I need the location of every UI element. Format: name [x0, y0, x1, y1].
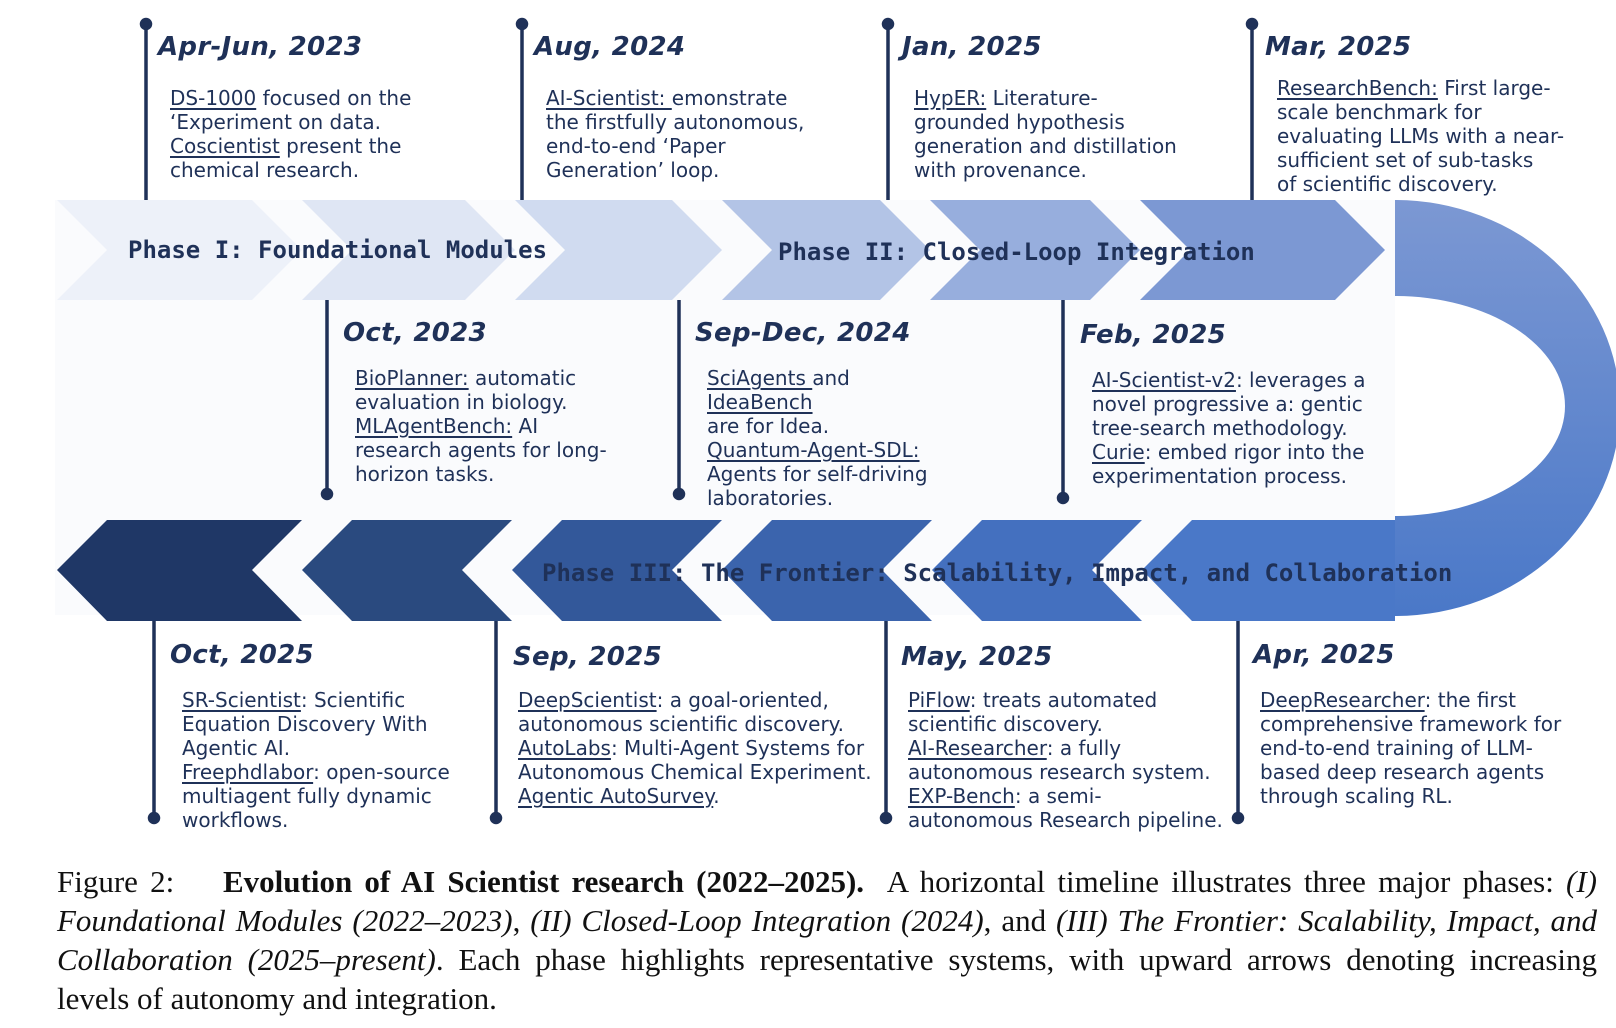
description-line	[1277, 124, 1564, 148]
description-text: automatic	[468, 366, 577, 390]
description-line	[914, 110, 1177, 134]
system-name-link: Quantum-Agent-SDL:	[707, 438, 920, 462]
description-text: Agents for self-driving	[707, 462, 928, 486]
caption-phase-3: (III) The Frontier: Scalability, Impact, and Collaboration (2025–present)	[57, 903, 1598, 977]
event-8-description	[182, 688, 450, 832]
system-name-link: DS-1000	[170, 86, 257, 110]
description-line	[355, 462, 607, 486]
description-line	[1277, 172, 1564, 196]
event-2-date: Aug, 2024	[534, 32, 686, 62]
description-text: grounded hypothesis	[914, 110, 1125, 134]
description-line	[170, 134, 411, 158]
description-line	[355, 366, 607, 390]
description-line	[355, 390, 607, 414]
description-text: end-to-end training of LLM-	[1260, 736, 1533, 760]
description-line	[1277, 148, 1564, 172]
description-line	[518, 784, 872, 808]
description-text: Literature-	[986, 86, 1098, 110]
description-text: : a semi-	[1014, 784, 1102, 808]
system-name-link: AutoLabs	[518, 736, 611, 760]
phase-2-label: Phase II: Closed-Loop Integration	[778, 238, 1255, 266]
event-4-description	[1277, 76, 1564, 196]
description-text: Autonomous Chemical Experiment.	[518, 760, 872, 784]
caption-phase-2: (II) Closed-Loop Integration (2024)	[530, 903, 984, 938]
description-text: : a fully	[1046, 736, 1122, 760]
description-line	[1260, 760, 1561, 784]
event-11-description	[1260, 688, 1561, 808]
description-line	[707, 366, 928, 390]
system-name-link: PiFlow	[908, 688, 970, 712]
event-3-description	[914, 86, 1177, 182]
description-text: Generation’ loop.	[546, 158, 720, 182]
description-text: generation and distillation	[914, 134, 1177, 158]
description-line	[1092, 368, 1366, 392]
event-11-date: Apr, 2025	[1253, 640, 1395, 670]
description-text: AI	[512, 414, 539, 438]
system-name-link: MLAgentBench:	[355, 414, 513, 438]
description-text: laboratories.	[707, 486, 834, 510]
description-text: : treats automated	[969, 688, 1158, 712]
event-4-date: Mar, 2025	[1265, 32, 1412, 62]
description-text: sufficient set of sub-tasks	[1277, 148, 1534, 172]
system-name-link: EXP-Bench	[908, 784, 1015, 808]
description-text: multiagent fully dynamic	[182, 784, 432, 808]
system-name-link: Coscientist	[170, 134, 280, 158]
description-text: scientific discovery.	[908, 712, 1103, 736]
description-line	[518, 736, 872, 760]
description-text: and	[812, 366, 850, 390]
description-text: horizon tasks.	[355, 462, 495, 486]
system-name-link: ResearchBench:	[1277, 76, 1438, 100]
description-line	[182, 808, 450, 832]
figure-caption	[57, 862, 1597, 1018]
description-text: ‘Experiment on data.	[170, 110, 381, 134]
description-text: : leverages a	[1235, 368, 1366, 392]
description-line	[908, 736, 1223, 760]
description-line	[1092, 440, 1366, 464]
description-line	[182, 736, 450, 760]
description-line	[355, 438, 607, 462]
system-name-link: DeepResearcher	[1260, 688, 1425, 712]
description-text: First large-	[1437, 76, 1551, 100]
event-8-date: Oct, 2025	[170, 640, 314, 670]
description-line	[914, 134, 1177, 158]
event-5-date: Oct, 2023	[343, 318, 487, 348]
event-10-description	[908, 688, 1223, 832]
event-1-description	[170, 86, 411, 182]
description-text: end-to-end ‘Paper	[546, 134, 726, 158]
system-name-link: SciAgents	[707, 366, 813, 390]
description-line	[1260, 784, 1561, 808]
description-line	[707, 438, 928, 462]
description-line	[355, 414, 607, 438]
description-line	[707, 486, 928, 510]
description-line	[1092, 392, 1366, 416]
caption-text-1: A horizontal timeline illustrates three major phases:	[886, 864, 1554, 899]
description-text: novel progressive a: gentic	[1092, 392, 1363, 416]
event-2-description	[546, 86, 804, 182]
uturn-arc	[1395, 200, 1616, 616]
description-line	[1260, 688, 1561, 712]
description-line	[1260, 712, 1561, 736]
description-line	[914, 86, 1177, 110]
description-text: : Multi-Agent Systems for	[610, 736, 865, 760]
description-line	[170, 110, 411, 134]
description-line	[518, 760, 872, 784]
system-name-link: BioPlanner:	[355, 366, 469, 390]
description-text: autonomous research system.	[908, 760, 1211, 784]
description-line	[908, 712, 1223, 736]
event-5-description	[355, 366, 607, 486]
phase-3-label: Phase III: The Frontier: Scalability, Impact, and Collaboration	[542, 559, 1453, 587]
description-text: Equation Discovery With	[182, 712, 428, 736]
description-text: comprehensive framework for	[1260, 712, 1562, 736]
system-name-link: AI-Scientist-v2	[1092, 368, 1236, 392]
description-line	[170, 158, 411, 182]
description-line	[518, 712, 872, 736]
description-text: emonstrate	[671, 86, 788, 110]
system-name-link: SR-Scientist	[182, 688, 301, 712]
description-line	[182, 760, 450, 784]
event-10-date: May, 2025	[901, 642, 1053, 672]
description-text: Agentic AI.	[182, 736, 291, 760]
description-line	[1092, 416, 1366, 440]
event-7-date: Feb, 2025	[1080, 320, 1226, 350]
description-line	[707, 414, 928, 438]
system-name-link: DeepScientist	[518, 688, 657, 712]
description-text: based deep research agents	[1260, 760, 1545, 784]
description-text: of scientific discovery.	[1277, 172, 1498, 196]
description-text: : embed rigor into the	[1144, 440, 1365, 464]
description-line	[546, 86, 804, 110]
caption-label: Figure 2:	[57, 864, 175, 899]
system-name-link: Curie	[1092, 440, 1145, 464]
description-text: autonomous scientific discovery.	[518, 712, 845, 736]
event-3-date: Jan, 2025	[902, 32, 1042, 62]
caption-text-3: , and	[983, 903, 1047, 938]
description-line	[707, 390, 928, 414]
description-line	[518, 688, 872, 712]
description-line	[908, 808, 1223, 832]
event-9-date: Sep, 2025	[513, 642, 662, 672]
system-name-link: HypER:	[914, 86, 987, 110]
description-line	[914, 158, 1177, 182]
description-line	[546, 134, 804, 158]
event-6-date: Sep-Dec, 2024	[695, 318, 911, 348]
description-text: with provenance.	[914, 158, 1087, 182]
system-name-link: AI-Scientist:	[546, 86, 672, 110]
description-text: chemical research.	[170, 158, 360, 182]
caption-title: Evolution of AI Scientist research (2022–2025).	[223, 864, 865, 899]
description-text: tree-search methodology.	[1092, 416, 1348, 440]
caption-text-4: . Each phase highlights representative systems, with upward arrows denoting increasing levels of autonomy and integration.	[57, 942, 1597, 1016]
description-text: workflows.	[182, 808, 289, 832]
description-text: .	[713, 784, 720, 808]
description-line	[908, 760, 1223, 784]
description-text: through scaling RL.	[1260, 784, 1453, 808]
description-line	[908, 688, 1223, 712]
description-line	[1277, 100, 1564, 124]
description-text: : Scientific	[300, 688, 406, 712]
description-line	[1277, 76, 1564, 100]
description-line	[182, 784, 450, 808]
description-line	[546, 110, 804, 134]
description-line	[908, 784, 1223, 808]
system-name-link: AI-Researcher	[908, 736, 1047, 760]
description-text: research agents for long-	[355, 438, 607, 462]
caption-phase-1: (I) Foundational Modules (2022–2023)	[57, 864, 1597, 938]
caption-text-2: ,	[512, 903, 521, 938]
event-6-description	[707, 366, 928, 510]
description-text: autonomous Research pipeline.	[908, 808, 1223, 832]
description-text: : open-source	[313, 760, 450, 784]
description-text: : the first	[1424, 688, 1516, 712]
description-text: focused on the	[256, 86, 412, 110]
system-name-link: Agentic AutoSurvey	[518, 784, 714, 808]
description-text: are for Idea.	[707, 414, 830, 438]
system-name-link: Freephdlabor	[182, 760, 314, 784]
description-line	[546, 158, 804, 182]
description-text: experimentation process.	[1092, 464, 1348, 488]
phase-1-label: Phase I: Foundational Modules	[128, 236, 548, 264]
description-text: evaluating LLMs with a near-	[1277, 124, 1565, 148]
system-name-link: IdeaBench	[707, 390, 813, 414]
description-text: scale benchmark for	[1277, 100, 1482, 124]
event-1-date: Apr-Jun, 2023	[158, 32, 363, 62]
description-line	[170, 86, 411, 110]
description-line	[1092, 464, 1366, 488]
description-text: the firstfully autonomous,	[546, 110, 805, 134]
event-7-description	[1092, 368, 1366, 488]
description-line	[707, 462, 928, 486]
description-text: : a goal-oriented,	[656, 688, 829, 712]
description-text: present the	[279, 134, 402, 158]
description-text: evaluation in biology.	[355, 390, 568, 414]
event-9-description	[518, 688, 872, 808]
description-line	[182, 712, 450, 736]
description-line	[1260, 736, 1561, 760]
description-line	[182, 688, 450, 712]
